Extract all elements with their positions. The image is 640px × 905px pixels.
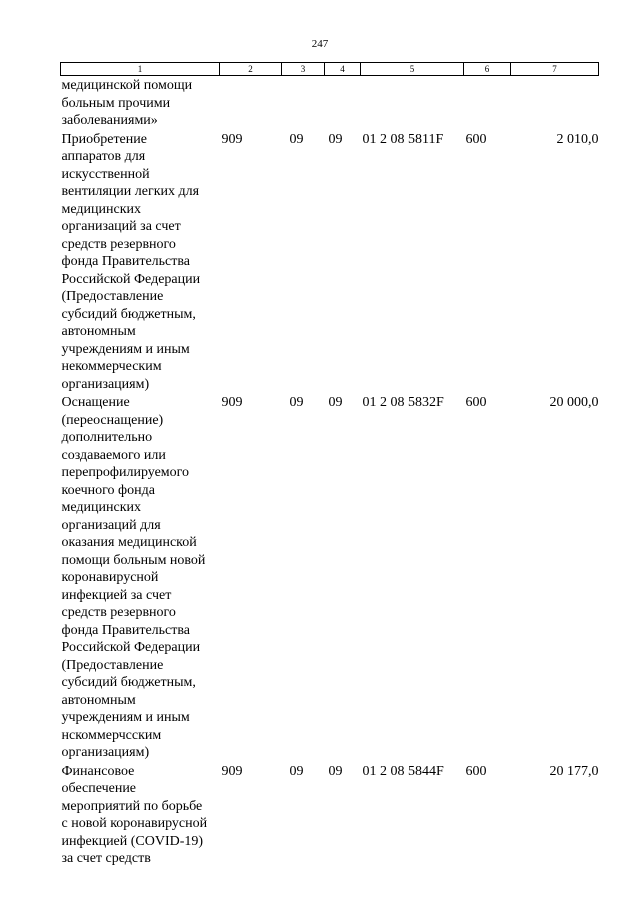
row-target-article: 01 2 08 5811F <box>362 131 444 147</box>
row-name: Оснащение (переоснащение) дополнительно создаваемого или перепрофилируемого коечного фонда медицинских организаций для оказания медицинской помощи больным новой коронавирусной инфекцией за счет средств резервного фонда Правительства Российской Федерации (Предоставление субсидий бюджетным, автономным учреждениям и иным нскоммерчсским организациям) <box>61 395 206 760</box>
header-col-4: 4 <box>325 63 361 76</box>
row-expense-type: 600 <box>465 395 487 410</box>
row-subsection-code: 09 <box>328 395 343 410</box>
row-ministry-code: 909 <box>221 395 243 410</box>
row-amount: 20 000,0 <box>549 395 599 410</box>
row-name: Финансовое обеспечение мероприятий по борьбе с новой коронавирусной инфекцией (COVID-19) за счет средств <box>61 763 208 866</box>
header-col-2: 2 <box>220 63 282 76</box>
row-section-code: 09 <box>289 131 304 147</box>
row-expense-type: 600 <box>465 131 487 147</box>
header-row <box>61 63 599 76</box>
budget-table <box>60 62 599 868</box>
table-header <box>61 63 599 76</box>
table-row-continuation <box>61 76 599 130</box>
row-expense-type: 600 <box>465 763 487 779</box>
row-name: Приобретение аппаратов для искусственной вентиляции легких для медицинских организаций за счет средств резервного фонда Правительства Российской Федерации (Предоставление субсидий бюджетным, автономным учреждениям и иным некоммерческим организациям) <box>61 131 201 392</box>
row-ministry-code: 909 <box>221 131 243 147</box>
row-amount: 2 010,0 <box>556 131 599 147</box>
table-row <box>61 762 599 868</box>
table-row <box>61 393 599 762</box>
row-target-article: 01 2 08 5844F <box>362 763 444 779</box>
row-amount: 20 177,0 <box>549 763 599 779</box>
table-row <box>61 130 599 394</box>
page-number: 247 <box>311 38 329 50</box>
row-name: медицинской помощи больным прочими заболеваниями» <box>61 78 193 128</box>
row-section-code: 09 <box>289 395 304 410</box>
row-subsection-code: 09 <box>328 131 343 147</box>
header-col-6: 6 <box>464 63 511 76</box>
header-col-1: 1 <box>61 63 220 76</box>
header-col-3: 3 <box>282 63 325 76</box>
header-col-5: 5 <box>361 63 464 76</box>
row-target-article: 01 2 08 5832F <box>362 395 444 410</box>
table-body <box>61 76 599 868</box>
header-col-7: 7 <box>511 63 599 76</box>
row-subsection-code: 09 <box>328 763 343 779</box>
row-section-code: 09 <box>289 763 304 779</box>
row-ministry-code: 909 <box>221 763 243 779</box>
